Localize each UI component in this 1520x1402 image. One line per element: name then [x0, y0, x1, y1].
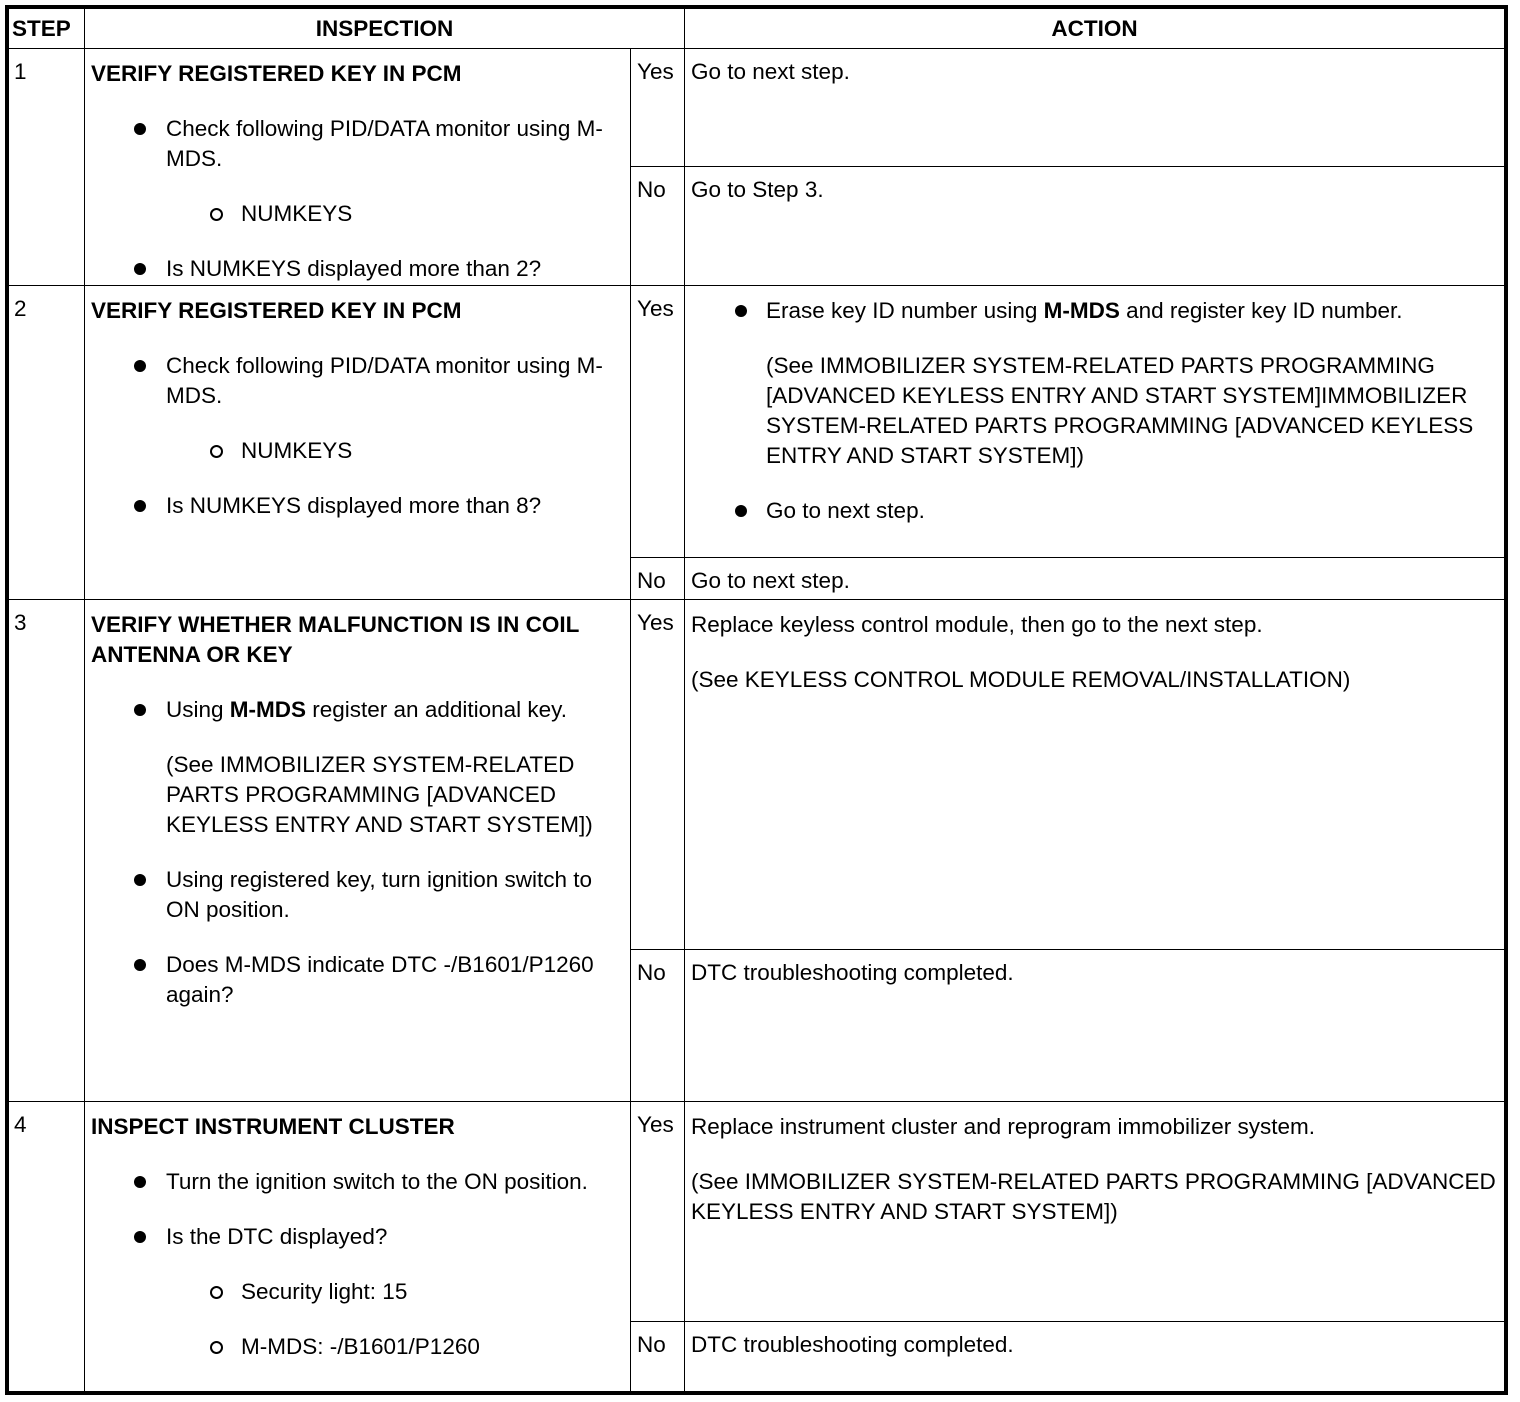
- step-title: VERIFY WHETHER MALFUNCTION IS IN COIL ANTENNA OR KEY: [91, 612, 579, 667]
- header-inspection: INSPECTION: [85, 9, 685, 49]
- step-2-yes-row: [9, 286, 1505, 558]
- inspection-bullet: Using M-MDS register an additional key. (See IMMOBILIZER SYSTEM-RELATED PARTS PROGRAMMING [ADVANCED KEYLESS ENTRY AND START SYSTEM]): [91, 695, 616, 840]
- action-bullet: Go to next step.: [691, 496, 1496, 526]
- step-title: INSPECT INSTRUMENT CLUSTER: [91, 1114, 455, 1139]
- step-number: 1: [9, 49, 85, 286]
- step-title: VERIFY REGISTERED KEY IN PCM: [91, 61, 462, 86]
- yes-action: Go to next step.: [685, 49, 1505, 167]
- action-bullet: Erase key ID number using M-MDS and register key ID number. (See IMMOBILIZER SYSTEM-RELATED PARTS PROGRAMMING [ADVANCED KEYLESS ENTRY AND START SYSTEM]IMMOBILIZER SYSTEM-RELATED PARTS PROGRAMMING [ADVANCED KEYLESS ENTRY AND START SYSTEM]): [691, 296, 1496, 471]
- yes-action: [685, 286, 1505, 558]
- yes-action: Replace keyless control module, then go to the next step. (See KEYLESS CONTROL MODULE REMOVAL/INSTALLATION): [685, 600, 1505, 950]
- header-row: [9, 9, 1505, 49]
- no-action: Go to Step 3.: [685, 167, 1505, 286]
- inspection-bullet: Is the DTC displayed? Security light: 15 M-MDS: -/B1601/P1260: [91, 1222, 616, 1362]
- no-action: DTC troubleshooting completed.: [685, 1322, 1505, 1392]
- step-number: 2: [9, 286, 85, 600]
- step-3-inspection: [85, 600, 631, 1102]
- no-action: DTC troubleshooting completed.: [685, 950, 1505, 1102]
- step-title: VERIFY REGISTERED KEY IN PCM: [91, 298, 462, 323]
- step-2-inspection: [85, 286, 631, 600]
- step-4-yes-row: [9, 1102, 1505, 1322]
- inspection-bullet: Turn the ignition switch to the ON position.: [91, 1167, 616, 1197]
- yes-label: Yes: [631, 286, 685, 558]
- header-action: ACTION: [685, 9, 1505, 49]
- inspection-bullet: Is NUMKEYS displayed more than 8?: [91, 491, 616, 521]
- action-note: (See KEYLESS CONTROL MODULE REMOVAL/INSTALLATION): [691, 667, 1351, 692]
- inspection-sub-bullet: NUMKEYS: [91, 199, 616, 229]
- no-label: No: [631, 1322, 685, 1392]
- no-action: Go to next step.: [685, 558, 1505, 600]
- inspection-bullet: Using registered key, turn ignition switch to ON position.: [91, 865, 616, 925]
- step-number: 3: [9, 600, 85, 1102]
- troubleshooting-table-frame: [5, 5, 1508, 1395]
- inspection-bullet: Does M-MDS indicate DTC -/B1601/P1260 again?: [91, 950, 616, 1010]
- yes-label: Yes: [631, 1102, 685, 1322]
- yes-label: Yes: [631, 49, 685, 167]
- step-4-inspection: [85, 1102, 631, 1392]
- action-note: (See IMMOBILIZER SYSTEM-RELATED PARTS PROGRAMMING [ADVANCED KEYLESS ENTRY AND START SYSTEM]IMMOBILIZER SYSTEM-RELATED PARTS PROGRAMMING [ADVANCED KEYLESS ENTRY AND START SYSTEM]): [766, 353, 1474, 468]
- step-1-inspection: [85, 49, 631, 286]
- step-3-yes-row: [9, 600, 1505, 950]
- yes-label: Yes: [631, 600, 685, 950]
- step-1-yes-row: [9, 49, 1505, 167]
- no-label: No: [631, 167, 685, 286]
- troubleshooting-table: [8, 8, 1505, 1392]
- inspection-bullet: Check following PID/DATA monitor using M-MDS. NUMKEYS: [91, 351, 616, 466]
- yes-action: Replace instrument cluster and reprogram immobilizer system. (See IMMOBILIZER SYSTEM-RELATED PARTS PROGRAMMING [ADVANCED KEYLESS ENTRY AND START SYSTEM]): [685, 1102, 1505, 1322]
- inspection-bullet: Is NUMKEYS displayed more than 2?: [91, 254, 616, 284]
- no-label: No: [631, 558, 685, 600]
- no-label: No: [631, 950, 685, 1102]
- inspection-bullet: Check following PID/DATA monitor using M-MDS. NUMKEYS: [91, 114, 616, 229]
- step-number: 4: [9, 1102, 85, 1392]
- action-note: (See IMMOBILIZER SYSTEM-RELATED PARTS PROGRAMMING [ADVANCED KEYLESS ENTRY AND START SYSTEM]): [691, 1169, 1496, 1224]
- inspection-note: (See IMMOBILIZER SYSTEM-RELATED PARTS PROGRAMMING [ADVANCED KEYLESS ENTRY AND START SYSTEM]): [166, 752, 593, 837]
- inspection-sub-bullet: Security light: 15: [91, 1277, 616, 1307]
- inspection-sub-bullet: M-MDS: -/B1601/P1260: [91, 1332, 616, 1362]
- inspection-sub-bullet: NUMKEYS: [91, 436, 616, 466]
- header-step: STEP: [9, 9, 85, 49]
